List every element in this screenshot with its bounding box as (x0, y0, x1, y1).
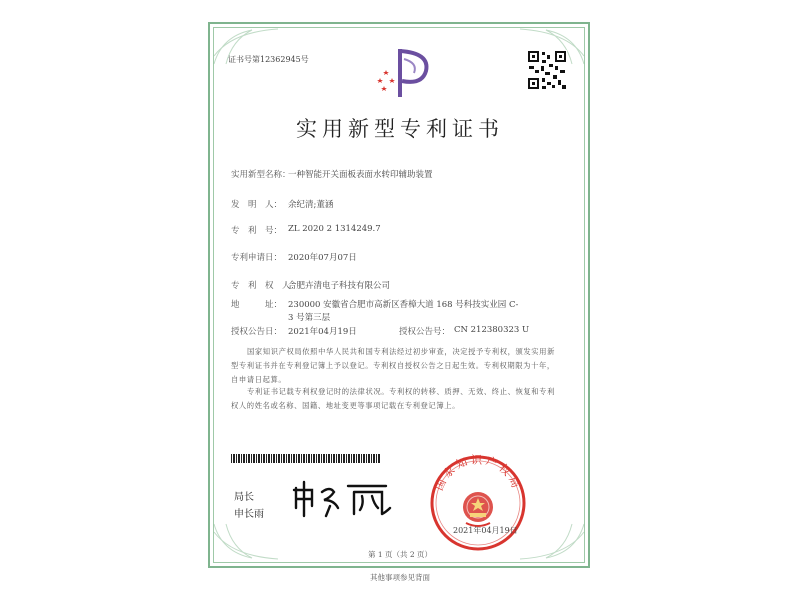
certificate-title: 实用新型专利证书 (296, 117, 504, 141)
field-value-address-line2: 3 号第三层 (288, 313, 331, 323)
page-number: 第 1 页（共 2 页） (367, 550, 433, 559)
field-value-application-date: 2020年07月07日 (288, 253, 357, 263)
field-label-grant-date: 授权公告日： (231, 327, 283, 337)
field-value-grant-date: 2021年04月19日 (288, 327, 357, 337)
field-value-patent-number: ZL 2020 2 1314249.7 (288, 224, 381, 234)
field-label-patentee: 专 利 权 人： (231, 281, 300, 291)
seal-text: 国家知识产权局 (432, 453, 524, 493)
footer-note: 其他事项参见背面 (370, 573, 430, 582)
barcode (231, 454, 381, 463)
corner-ornament-bottom-left (212, 522, 282, 562)
field-value-patentee: 合肥卉清电子科技有限公司 (288, 281, 391, 291)
director-title: 局长 (234, 492, 254, 503)
field-label-address: 地 址： (231, 300, 283, 310)
field-label-patent-number: 专 利 号： (231, 226, 283, 236)
seal-date: 2021年04月19日 (453, 526, 518, 535)
official-seal (428, 453, 528, 553)
certificate-inner-border (213, 27, 585, 563)
field-label-inventor: 发 明 人： (231, 200, 283, 210)
director-signature (290, 478, 395, 520)
field-label-announcement-no: 授权公告号： (399, 327, 451, 337)
field-label-utility-model-name: 实用新型名称： (231, 170, 291, 180)
grant-statement-paragraph: 国家知识产权局依照中华人民共和国专利法经过初步审查，决定授予专利权，颁发实用新型专利证书并在专利登记簿上予以登记。专利权自授权公告之日起生效。专利权期限为十年，自申请日起算。 (231, 347, 555, 384)
svg-text:国家知识产权局 (432, 453, 523, 492)
director-name: 申长雨 (234, 509, 264, 520)
legal-status-paragraph: 专利证书记载专利权登记时的法律状况。专利权的转移、质押、无效、终止、恢复和专利权人的姓名或名称、国籍、地址变更等事项记载在专利登记簿上。 (231, 387, 555, 410)
field-value-address-line1: 230000 安徽省合肥市高新区香樟大道 168 号科技实业园 C- (288, 300, 519, 310)
certificate-number: 证书号第12362945号 (228, 55, 309, 64)
field-value-inventor: 余纪清;董涵 (288, 200, 334, 210)
cnipa-logo (370, 45, 434, 101)
field-value-utility-model-name: 一种智能开关面板表面水转印辅助装置 (288, 170, 433, 180)
qr-code-icon (527, 50, 567, 90)
field-label-application-date: 专利申请日： (231, 253, 283, 263)
field-value-announcement-no: CN 212380323 U (454, 325, 530, 335)
